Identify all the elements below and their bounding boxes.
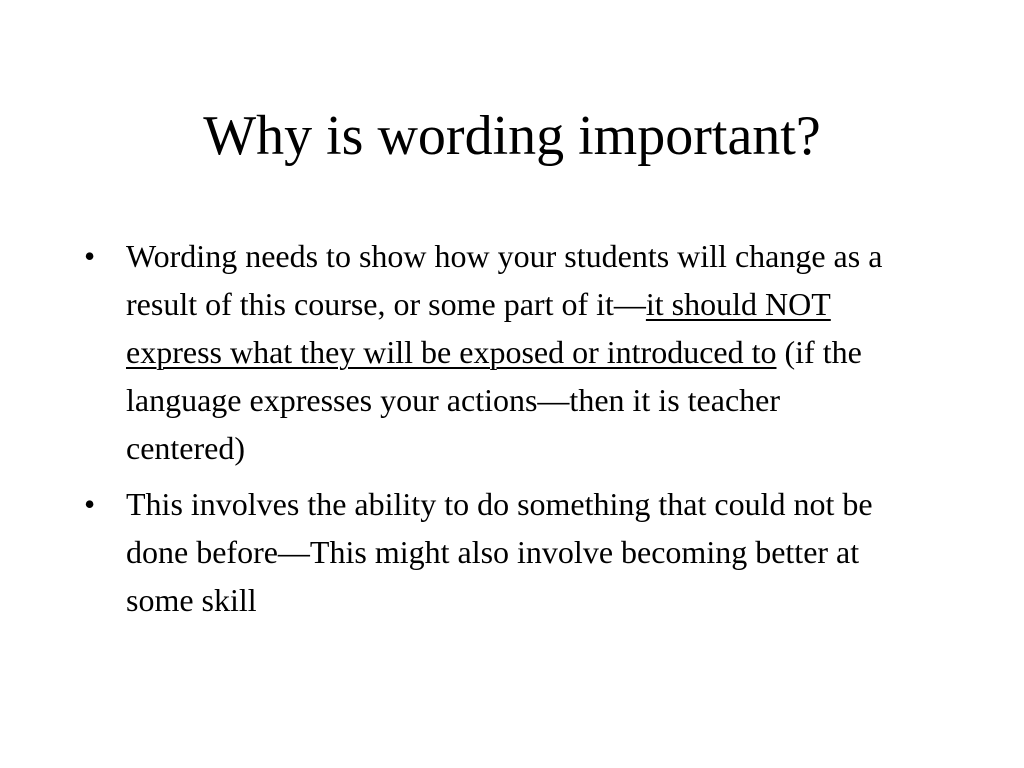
- bullet-1-text-continued: (if the language expresses your actions—then it is teacher centered): [126, 334, 862, 466]
- bullet-list: [84, 232, 904, 632]
- bullet-dot-icon: •: [84, 486, 96, 522]
- bullet-item-wording: [84, 232, 904, 472]
- bullet-1-underlined-text: it should NOT express what they will be exposed or introduced to: [126, 286, 831, 370]
- bullet-dot-icon: •: [84, 238, 96, 274]
- bullet-1-text: Wording needs to show how your students will change as a result of this course, or some part of it—: [126, 238, 883, 322]
- slide-title: Why is wording important?: [203, 105, 821, 167]
- bullet-2-text: This involves the ability to do something that could not be done before—This might also involve becoming better at some skill: [126, 486, 873, 618]
- bullet-item-ability: [84, 480, 904, 624]
